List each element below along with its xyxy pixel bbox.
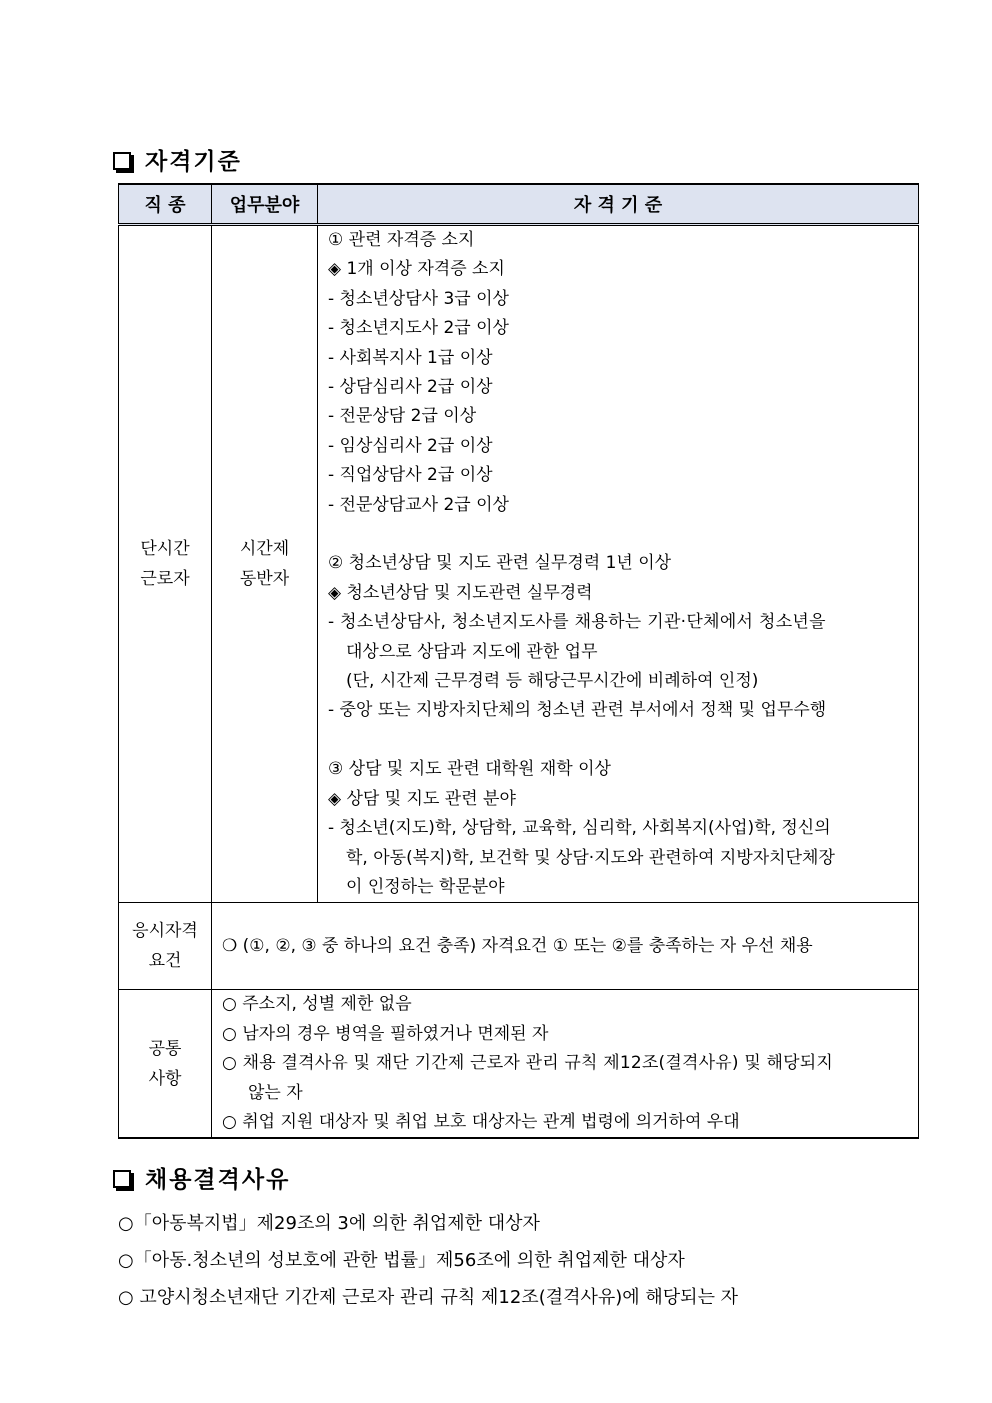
- criteria-line: - 사회복지사 1급 이상: [328, 347, 493, 368]
- criteria-line: ◈ 청소년상담 및 지도관련 실무경력: [328, 582, 593, 603]
- common-line: ○ 채용 결격사유 및 재단 기간제 근로자 관리 규칙 제12조(결격사유) 및 해당되지: [222, 1053, 834, 1074]
- criteria-line: - 중앙 또는 지방자치단체의 청소년 관련 부서에서 정책 및 업무수행: [328, 700, 827, 721]
- table-row-criteria: [119, 225, 919, 903]
- eligibility-label-line-1: 응시자격: [132, 921, 198, 942]
- section-heading-disqualification: [113, 1161, 290, 1194]
- section-title: 자격기준: [145, 149, 242, 175]
- criteria-cell: [318, 225, 919, 903]
- criteria-line: ② 청소년상담 및 지도 관련 실무경력 1년 이상: [328, 553, 672, 574]
- job-line-1: 단시간: [140, 539, 190, 560]
- criteria-line: ③ 상담 및 지도 관련 대학원 재학 이상: [328, 759, 611, 780]
- table-header-row: [119, 184, 919, 225]
- blank-line: [328, 520, 910, 549]
- criteria-line: 학, 아동(복지)학, 보건학 및 상담·지도와 관련하여 지방자치단체장: [346, 847, 835, 868]
- disqualification-item: ○ 고양시청소년재단 기간제 근로자 관리 규칙 제12조(결격사유)에 해당되는 자: [118, 1287, 739, 1308]
- common-label-line-2: 사항: [148, 1068, 182, 1089]
- eligibility-label-line-2: 요건: [148, 951, 182, 972]
- criteria-line: - 청소년지도사 2급 이상: [328, 318, 509, 339]
- common-line: 않는 자: [248, 1082, 303, 1103]
- common-label-line-1: 공통: [148, 1038, 182, 1059]
- criteria-line: ◈ 1개 이상 자격증 소지: [328, 259, 505, 280]
- area-line-1: 시간제: [239, 539, 290, 560]
- criteria-line: ◈ 상담 및 지도 관련 분야: [328, 788, 516, 809]
- criteria-line: (단, 시간제 근무경력 등 해당근무시간에 비례하여 인정): [346, 671, 759, 692]
- criteria-line: 이 인정하는 학문분야: [346, 876, 505, 897]
- table-row-eligibility: [119, 903, 919, 990]
- area-cell: [212, 225, 318, 903]
- section-heading-qualification: [113, 143, 242, 176]
- header-job: 직 종: [119, 184, 212, 225]
- header-criteria: 자 격 기 준: [318, 184, 919, 225]
- area-line-2: 동반자: [239, 569, 290, 590]
- checkbox-square-icon: [113, 1170, 131, 1188]
- criteria-line: - 전문상담교사 2급 이상: [328, 494, 509, 515]
- eligibility-label-cell: [119, 903, 212, 990]
- checkbox-square-icon: [113, 152, 131, 170]
- criteria-line: - 청소년상담사 3급 이상: [328, 288, 509, 309]
- criteria-line: - 직업상담사 2급 이상: [328, 465, 493, 486]
- common-line: ○ 남자의 경우 병역을 필하였거나 면제된 자: [222, 1023, 549, 1044]
- common-cell: [212, 990, 919, 1139]
- section-title: 채용결격사유: [145, 1167, 291, 1193]
- common-line: ○ 취업 지원 대상자 및 취업 보호 대상자는 관계 법령에 의거하여 우대: [222, 1111, 740, 1132]
- common-label-cell: [119, 990, 212, 1139]
- criteria-line: - 전문상담 2급 이상: [328, 406, 477, 427]
- table-row-common: [119, 990, 919, 1139]
- criteria-line: - 청소년상담사, 청소년지도사를 채용하는 기관·단체에서 청소년을: [328, 612, 826, 633]
- qualification-table: [118, 183, 919, 1139]
- disqualification-item: ○「아동.청소년의 성보호에 관한 법률」제56조에 의한 취업제한 대상자: [118, 1250, 685, 1271]
- criteria-line: - 청소년(지도)학, 상담학, 교육학, 심리학, 사회복지(사업)학, 정신의: [328, 818, 831, 839]
- criteria-line: - 임상심리사 2급 이상: [328, 435, 493, 456]
- criteria-line: 대상으로 상담과 지도에 관한 업무: [346, 641, 598, 662]
- blank-line: [328, 726, 910, 755]
- job-line-2: 근로자: [140, 569, 190, 590]
- eligibility-text: ❍ (①, ②, ③ 중 하나의 요건 충족) 자격요건 ① 또는 ②를 충족하는 자 우선 채용: [222, 935, 813, 956]
- common-line: ○ 주소지, 성별 제한 없음: [222, 994, 412, 1015]
- eligibility-cell: [212, 903, 919, 990]
- disqualification-item: ○「아동복지법」제29조의 3에 의한 취업제한 대상자: [118, 1213, 540, 1234]
- criteria-line: ① 관련 자격증 소지: [328, 230, 475, 250]
- job-cell: [119, 225, 212, 903]
- criteria-line: - 상담심리사 2급 이상: [328, 377, 493, 398]
- header-area: 업무분야: [212, 184, 318, 225]
